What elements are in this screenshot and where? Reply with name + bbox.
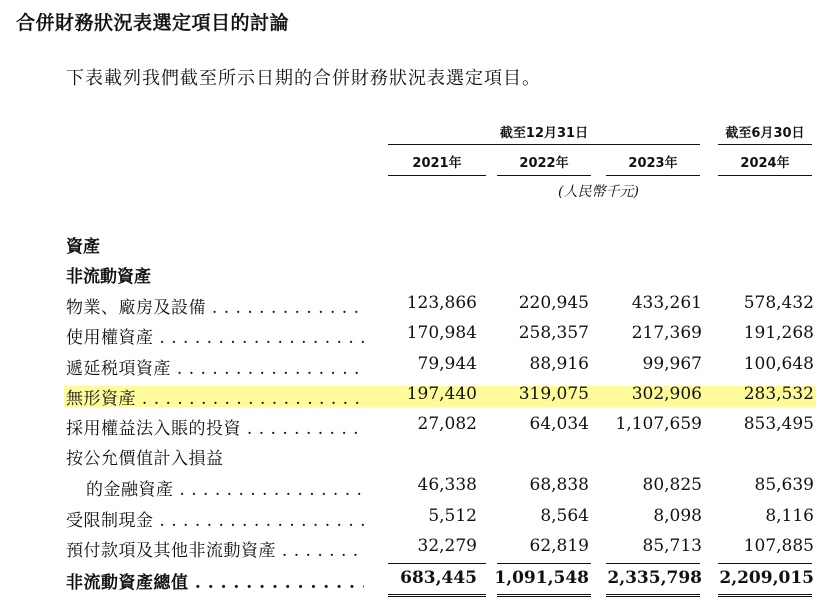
cell-2024: 2,209,015 xyxy=(719,568,814,588)
unit-label: (人民幣千元) xyxy=(558,184,639,200)
cell-2024: 853,495 xyxy=(743,414,814,434)
page-title: 合併財務狀況表選定項目的討論 xyxy=(16,12,290,34)
cell-2023: 80,825 xyxy=(642,475,702,495)
header-rule-group1 xyxy=(388,144,700,145)
cell-2024: 8,116 xyxy=(765,506,814,526)
subtotal-rule-4 xyxy=(718,563,812,564)
cell-2021: 123,866 xyxy=(406,293,477,313)
table-row xyxy=(0,354,830,382)
section-assets: 資產 xyxy=(66,237,100,257)
row-label: 物業、廠房及設備 xyxy=(66,298,206,318)
year-2021: 2021年 xyxy=(412,156,462,171)
cell-2023: 302,906 xyxy=(631,384,702,404)
cell-2024: 578,432 xyxy=(743,293,814,313)
row-label: 受限制現金 xyxy=(66,511,154,531)
subtotal-rule-2 xyxy=(497,563,591,564)
cell-2024: 283,532 xyxy=(743,384,814,404)
table-row xyxy=(0,475,830,503)
cell-2024: 107,885 xyxy=(743,536,814,556)
section-non-current-assets: 非流動資產 xyxy=(66,267,151,287)
cell-2021: 27,082 xyxy=(417,414,477,434)
total-rule-3 xyxy=(606,594,700,597)
subtotal-rule-3 xyxy=(606,563,700,564)
cell-2023: 433,261 xyxy=(631,293,702,313)
table-row-highlighted xyxy=(0,384,830,412)
cell-2024: 85,639 xyxy=(754,475,814,495)
year-2024: 2024年 xyxy=(740,156,790,171)
cell-2022: 68,838 xyxy=(529,475,589,495)
row-label: 遞延税項資產 xyxy=(66,359,171,379)
total-rule-2 xyxy=(497,594,591,597)
year-rule-4 xyxy=(718,175,812,176)
cell-2023: 217,369 xyxy=(631,323,702,343)
cell-2024: 100,648 xyxy=(743,354,814,374)
year-rule-2 xyxy=(497,175,591,176)
row-label: 按公允價值計入損益 xyxy=(66,449,224,469)
intro-text: 下表載列我們截至所示日期的合併財務狀況表選定項目。 xyxy=(66,68,541,89)
header-group-jun30: 截至6月30日 xyxy=(725,126,805,141)
table-row-total xyxy=(0,568,830,596)
cell-2021: 170,984 xyxy=(406,323,477,343)
cell-2022: 8,564 xyxy=(540,506,589,526)
row-label: 使用權資產 xyxy=(66,328,154,348)
cell-2021: 197,440 xyxy=(406,384,477,404)
year-rule-1 xyxy=(388,175,486,176)
row-label: 非流動資產總值 xyxy=(66,573,189,593)
row-label: 預付款項及其他非流動資產 xyxy=(66,541,276,561)
row-label: 無形資產 xyxy=(66,389,136,409)
table-row xyxy=(0,536,830,564)
cell-2021: 683,445 xyxy=(400,568,477,588)
table-row xyxy=(0,444,830,472)
year-2022: 2022年 xyxy=(519,156,569,171)
cell-2022: 220,945 xyxy=(518,293,589,313)
cell-2022: 1,091,548 xyxy=(494,568,589,588)
cell-2024: 191,268 xyxy=(743,323,814,343)
total-rule-1 xyxy=(388,594,486,597)
cell-2021: 5,512 xyxy=(428,506,477,526)
total-rule-4 xyxy=(718,594,812,597)
cell-2022: 88,916 xyxy=(529,354,589,374)
cell-2023: 85,713 xyxy=(642,536,702,556)
subtotal-rule-1 xyxy=(388,563,486,564)
table-row xyxy=(0,414,830,442)
cell-2022: 64,034 xyxy=(529,414,589,434)
header-group-dec31: 截至12月31日 xyxy=(499,126,589,141)
table-row xyxy=(0,323,830,351)
row-label: 的金融資產 xyxy=(86,480,174,500)
cell-2022: 62,819 xyxy=(529,536,589,556)
table-row xyxy=(0,506,830,534)
header-rule-group2 xyxy=(718,144,812,145)
year-2023: 2023年 xyxy=(628,156,678,171)
table-row xyxy=(0,293,830,321)
year-rule-3 xyxy=(606,175,700,176)
cell-2021: 46,338 xyxy=(417,475,477,495)
cell-2023: 2,335,798 xyxy=(607,568,702,588)
cell-2023: 1,107,659 xyxy=(615,414,702,434)
cell-2023: 8,098 xyxy=(653,506,702,526)
row-label: 採用權益法入賬的投資 xyxy=(66,419,241,439)
cell-2023: 99,967 xyxy=(642,354,702,374)
cell-2022: 319,075 xyxy=(518,384,589,404)
cell-2021: 79,944 xyxy=(417,354,477,374)
cell-2022: 258,357 xyxy=(518,323,589,343)
cell-2021: 32,279 xyxy=(417,536,477,556)
